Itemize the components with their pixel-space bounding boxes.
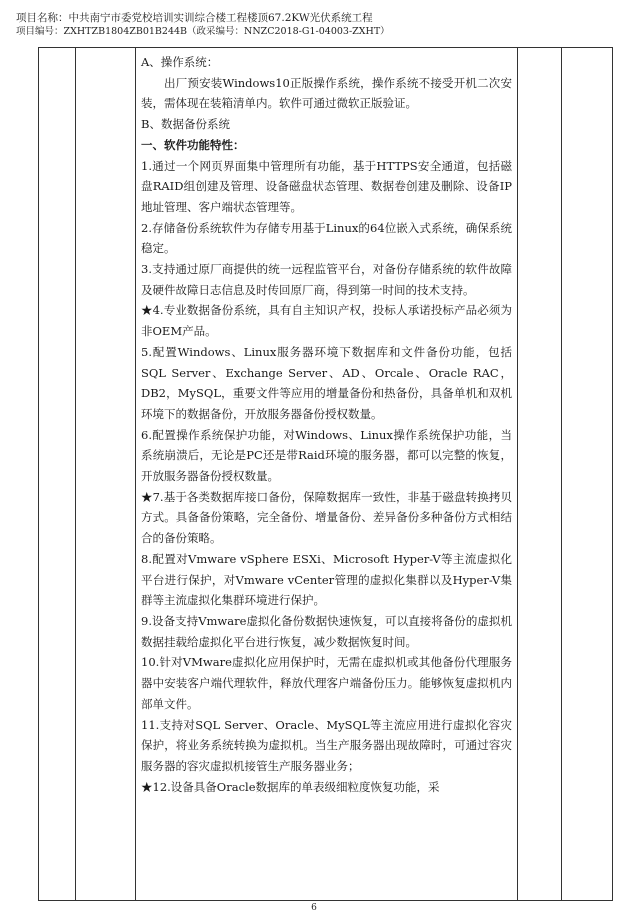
feature-item: 3.支持通过原厂商提供的统一远程监管平台，对备份存储系统的软件故障及硬件故障日志信息及时传回原厂商，得到第一时间的技术支持。 [141, 262, 512, 297]
section-a-heading: A、操作系统： [141, 55, 219, 69]
os-description: 出厂预安装Windows10正版操作系统，操作系统不接受开机二次安装，需体现在装箱清单内。软件可通过微软正版验证。 [141, 75, 512, 111]
section-b-heading: B、数据备份系统 [141, 117, 230, 132]
feature-item: 10.针对VMware虚拟化应用保护时，无需在虚拟机或其他备份代理服务器中安装客户端代理软件，释放代理客户端备份压力。能够恢复虚拟机内部单文件。 [141, 655, 512, 711]
table-column-divider [517, 48, 518, 900]
page-number: 6 [311, 903, 317, 913]
table-column-divider [135, 48, 136, 900]
feature-item: 11.支持对SQL Server、Oracle、MySQL等主流应用进行虚拟化容灾保护，将业务系统转换为虚拟机。当生产服务器出现故障时，可通过容灾服务器的容灾虚拟机接管生产服务器业务； [141, 717, 512, 773]
spec-table [38, 47, 613, 901]
project-name: 项目名称：中共南宁市委党校培训实训综合楼工程楼顶67.2KW光伏系统工程 [16, 12, 373, 24]
project-number: 项目编号：ZXHTZB1804ZB01B244B（政采编号：NNZC2018-G1-04003-ZXHT） [16, 26, 390, 37]
table-column-divider [75, 48, 76, 900]
features-heading: 一、软件功能特性： [141, 137, 245, 152]
feature-item: 6.配置操作系统保护功能，对Windows、Linux操作系统保护功能，当系统崩溃后，无论是PC还是带Raid环境的服务器，都可以完整的恢复，开放服务器备份授权数量。 [141, 427, 512, 484]
feature-item: ★7.基于各类数据库接口备份，保障数据库一致性，非基于磁盘转换拷贝方式。具备备份策略，完全备份、增量备份、差异备份多种备份方式相结合的备份策略。 [141, 489, 512, 546]
table-column-divider [561, 48, 562, 900]
feature-item: ★12.设备具备Oracle数据库的单表级细粒度恢复功能，采 [141, 779, 440, 794]
document-header [16, 11, 616, 39]
feature-item: 1.通过一个网页界面集中管理所有功能，基于HTTPS安全通道，包括磁盘RAID组创建及管理、设备磁盘状态管理、数据卷创建及删除、设备IP地址管理、客户端状态管理等。 [141, 158, 512, 214]
feature-item: 8.配置对Vmware vSphere ESXi、Microsoft Hyper-V等主流虚拟化平台进行保护，对Vmware vCenter管理的虚拟化集群以及Hyper-V集群等主流虚拟化集群环境进行保护。 [141, 551, 512, 608]
feature-item: 5.配置Windows、Linux服务器环境下数据库和文件备份功能，包括SQL Server、Exchange Server、AD、Orcale、Oracle RAC，DB2，MySQL，重要文件等应用的增量备份和热备份，具备单机和双机环境下的数据备份，开放服务器备份授权数量。 [141, 344, 512, 421]
feature-item: 9.设备支持Vmware虚拟化备份数据快速恢复，可以直接将备份的虚拟机数据挂载给虚拟化平台进行恢复，减少数据恢复时间。 [141, 613, 512, 649]
spec-content-cell [141, 52, 512, 797]
feature-item: 2.存储备份系统软件为存储专用基于Linux的64位嵌入式系统，确保系统稳定。 [141, 220, 512, 256]
feature-item: ★4.专业数据备份系统，具有自主知识产权，投标人承诺投标产品必须为非OEM产品。 [141, 303, 512, 339]
